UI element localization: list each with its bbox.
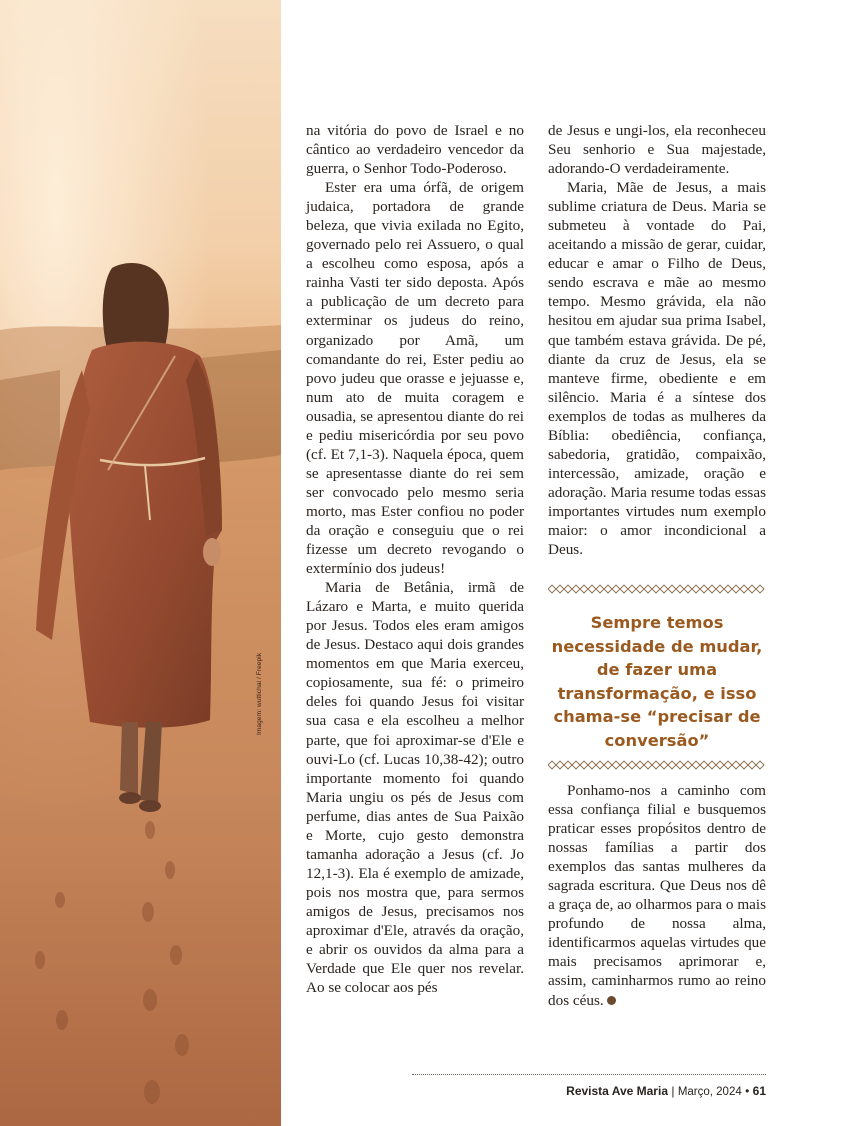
divider-diamond — [588, 585, 596, 593]
quote-divider-bottom — [548, 760, 766, 770]
divider-diamond — [676, 585, 684, 593]
paragraph: Maria de Betânia, irmã de Lázaro e Marta, e muito querida por Jesus. Todos eles eram amigos de Jesus. Destaco aqui dois grandes momentos em que Maria exerceu, copiosamente, sua fé: o primeiro deles foi quando Jesus foi visitar sua casa e ela escolheu a melhor parte, que foi aproximar-se d'Ele e ouvi-Lo (cf. Lucas 10,38-42); outro importante momento foi quando Maria ungiu os pés de Jesus com perfume, dias antes de Sua Paixão e Morte, cujo gesto demonstra tamanha adoração a Jesus (cf. Jo 12,1-3). Ela é exemplo de amizade, pois nos mostra que, para sermos amigos de Jesus, precisamos nos aproximar d'Ele, através da oração, e abrir os ouvidos da alma para a Verdade que Ele quer nos revelar. Ao se colocar aos pés — [306, 579, 524, 997]
magazine-name: Revista Ave Maria — [566, 1084, 668, 1098]
divider-diamond — [716, 585, 724, 593]
divider-diamond — [588, 761, 596, 769]
divider-diamond — [620, 585, 628, 593]
divider-diamond — [700, 585, 708, 593]
photo-credit: Imagem: wuttichai / Freepik — [256, 652, 263, 735]
divider-diamond — [740, 761, 748, 769]
divider-diamond — [708, 761, 716, 769]
divider-diamond — [612, 585, 620, 593]
divider-diamond — [724, 761, 732, 769]
divider-diamond — [636, 585, 644, 593]
divider-diamond — [668, 761, 676, 769]
divider-diamond — [700, 761, 708, 769]
divider-diamond — [612, 761, 620, 769]
divider-diamond — [564, 761, 572, 769]
divider-diamond — [636, 761, 644, 769]
pull-quote: Sempre temos necessidade de mudar, de fazer uma transformação, e isso chama-se “precisar de conversão” — [551, 613, 763, 750]
divider-diamond — [748, 761, 756, 769]
end-of-article-dot — [607, 996, 616, 1005]
divider-diamond — [548, 761, 556, 769]
divider-diamond — [548, 585, 556, 593]
divider-diamond — [756, 761, 764, 769]
paragraph: na vitória do povo de Israel e no cântico ao verdadeiro vencedor da guerra, o Senhor Todo-Poderoso. — [306, 122, 524, 178]
page-footer — [566, 1084, 766, 1098]
divider-diamond — [580, 761, 588, 769]
closing-paragraph — [548, 781, 766, 1010]
divider-diamond — [572, 761, 580, 769]
divider-diamond — [596, 761, 604, 769]
divider-diamond — [716, 761, 724, 769]
divider-diamond — [756, 585, 764, 593]
paragraph: Ester era uma órfã, de origem judaica, portadora de grande beleza, que vivia exilada no Egito, governado pelo rei Assuero, o qual a escolheu como esposa, após a rainha Vasti ter sido deposta. Após a publicação de um decreto para exterminar os judeus do reino, organizado por Amã, um comandante do rei, Ester pediu ao povo judeu que orasse e jejuasse e, num ato de muita coragem e ousadia, se apresentou diante do rei e pediu misericórdia por seu povo (cf. Et 7,1-3). Naquela época, quem se apresentasse diante do rei sem ser convocado pelo mesmo seria morto, mas Ester confiou no poder da oração e conseguiu que o rei fizesse um decreto revogando o extermínio dos judeus! — [306, 179, 524, 578]
divider-diamond — [668, 585, 676, 593]
divider-diamond — [604, 761, 612, 769]
divider-diamond — [628, 761, 636, 769]
divider-diamond — [652, 585, 660, 593]
divider-diamond — [740, 585, 748, 593]
woman-walking-illustration — [0, 0, 281, 1126]
article-column-2-continued — [548, 781, 766, 1010]
footer-bullet: • — [745, 1084, 750, 1098]
divider-diamond — [644, 761, 652, 769]
article-column-1 — [306, 121, 524, 997]
divider-diamond — [660, 585, 668, 593]
page-number: 61 — [752, 1084, 766, 1098]
issue-date: Março, 2024 — [677, 1086, 742, 1098]
footer-separator: | — [671, 1084, 675, 1098]
divider-diamond — [732, 761, 740, 769]
divider-diamond — [556, 585, 564, 593]
article-photo — [0, 0, 281, 1126]
divider-diamond — [580, 585, 588, 593]
divider-diamond — [628, 585, 636, 593]
paragraph: de Jesus e ungi-los, ela reconheceu Seu senhorio e Sua majestade, adorando-O verdadeiramente. — [548, 122, 766, 178]
footer-rule — [412, 1074, 766, 1075]
divider-diamond — [692, 585, 700, 593]
divider-diamond — [708, 585, 716, 593]
divider-diamond — [596, 585, 604, 593]
divider-diamond — [684, 761, 692, 769]
closing-text: Ponhamo-nos a caminho com essa confiança filial e busquemos praticar esses propósitos dentro de nossas famílias a partir dos exemplos das santas mulheres da sagrada escritura. Que Deus nos dê a graça de, ao olharmos para o mais profundo de nossa alma, identificarmos aquelas virtudes que mais precisamos aprimorar e, assim, caminharmos rumo ao reino dos céus. — [548, 782, 766, 1009]
quote-divider-top — [548, 584, 766, 594]
divider-diamond — [660, 761, 668, 769]
divider-diamond — [676, 761, 684, 769]
divider-diamond — [572, 585, 580, 593]
divider-diamond — [556, 761, 564, 769]
divider-diamond — [604, 585, 612, 593]
divider-diamond — [564, 585, 572, 593]
divider-diamond — [732, 585, 740, 593]
divider-diamond — [692, 761, 700, 769]
divider-diamond — [644, 585, 652, 593]
article-column-2 — [548, 121, 766, 559]
divider-diamond — [684, 585, 692, 593]
paragraph: Maria, Mãe de Jesus, a mais sublime criatura de Deus. Maria se submeteu à vontade do Pai, aceitando a missão de gerar, cuidar, educar e amar o Filho de Deus, sendo escrava e mãe ao mesmo tempo. Mesmo grávida, ela não hesitou em ajudar sua prima Isabel, que também estava grávida. De pé, diante da cruz de Jesus, ela se manteve firme, obediente e em silêncio. Maria é a síntese dos exemplos de todas as mulheres da Bíblia: obediência, confiança, sabedoria, gratidão, compaixão, intercessão, amizade, oração e adoração. Maria resume todas essas importantes virtudes num exemplo maior: o amor incondicional a Deus. — [548, 179, 766, 559]
divider-diamond — [620, 761, 628, 769]
divider-diamond — [724, 585, 732, 593]
divider-diamond — [748, 585, 756, 593]
divider-diamond — [652, 761, 660, 769]
